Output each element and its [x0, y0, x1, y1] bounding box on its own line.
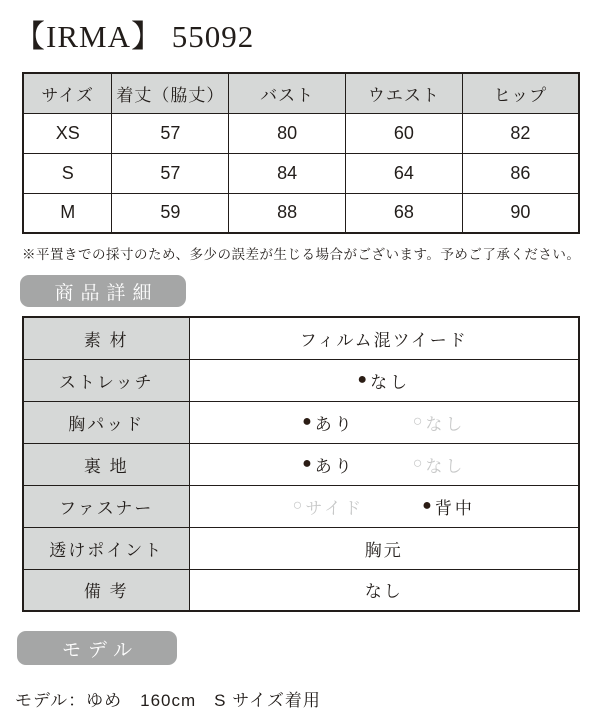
bust-cell: 84: [229, 153, 346, 193]
hip-cell: 90: [462, 193, 579, 233]
length-cell: 57: [112, 153, 229, 193]
detail-row-remarks: [23, 569, 579, 611]
radio-empty-icon: ○: [412, 413, 423, 431]
detail-label: 素 材: [23, 317, 189, 359]
detail-row-sheer-point: [23, 527, 579, 569]
size-cell: XS: [23, 113, 112, 153]
option-group: [190, 452, 579, 477]
option-label: 背中: [434, 498, 475, 518]
details-table: [22, 316, 580, 612]
waist-cell: 68: [345, 193, 462, 233]
detail-value: フィルム混ツイード: [189, 317, 579, 359]
size-row-m: [23, 193, 579, 233]
detail-row-chest-pad: [23, 401, 579, 443]
option-label: サイド: [305, 498, 365, 518]
option-label: なし: [425, 456, 466, 476]
page-title: 【IRMA】 55092: [14, 19, 255, 54]
size-cell: M: [23, 193, 112, 233]
option-group: [190, 410, 579, 435]
option-selected: [422, 494, 475, 519]
size-col-header: サイズ: [23, 73, 112, 113]
radio-empty-icon: ○: [412, 455, 423, 473]
model-info: モデル：ゆめ 160cm S サイズ着用: [15, 691, 321, 711]
radio-filled-icon: ●: [302, 455, 312, 473]
detail-value: 胸元: [189, 527, 579, 569]
detail-value: なし: [189, 569, 579, 611]
bust-col-header: バスト: [229, 73, 346, 113]
option-label: あり: [314, 414, 355, 434]
length-cell: 59: [112, 193, 229, 233]
option-label: あり: [314, 456, 355, 476]
waist-cell: 64: [345, 153, 462, 193]
detail-row-material: [23, 317, 579, 359]
detail-row-stretch: [23, 359, 579, 401]
size-row-xs: [23, 113, 579, 153]
option-selected: [302, 452, 355, 477]
bust-cell: 88: [229, 193, 346, 233]
radio-filled-icon: ●: [422, 497, 432, 515]
detail-row-lining: [23, 443, 579, 485]
radio-empty-icon: ○: [292, 497, 303, 515]
option-group: [190, 494, 579, 519]
section-badge-details: 商品詳細: [20, 275, 186, 307]
detail-label: 胸パッド: [23, 401, 189, 443]
length-col-header: 着丈（脇丈）: [112, 73, 229, 113]
option-unselected: [293, 494, 364, 519]
option-unselected: [413, 410, 466, 435]
waist-col-header: ウエスト: [345, 73, 462, 113]
detail-label: 裏 地: [23, 443, 189, 485]
hip-cell: 82: [462, 113, 579, 153]
stretch-value: [357, 368, 410, 393]
radio-filled-icon: ●: [302, 413, 312, 431]
detail-label: ファスナー: [23, 485, 189, 527]
measurement-note: ※平置きでの採寸のため、多少の誤差が生じる場合がございます。予めご了承ください。: [22, 247, 581, 263]
detail-label: 透けポイント: [23, 527, 189, 569]
section-badge-model: モデル: [17, 631, 177, 665]
detail-label: ストレッチ: [23, 359, 189, 401]
waist-cell: 60: [345, 113, 462, 153]
option-unselected: [413, 452, 466, 477]
length-cell: 57: [112, 113, 229, 153]
size-row-s: [23, 153, 579, 193]
size-cell: S: [23, 153, 112, 193]
bust-cell: 80: [229, 113, 346, 153]
detail-value: [189, 359, 579, 401]
hip-cell: 86: [462, 153, 579, 193]
option-selected: [302, 410, 355, 435]
detail-row-fastener: [23, 485, 579, 527]
detail-label: 備 考: [23, 569, 189, 611]
hip-col-header: ヒップ: [462, 73, 579, 113]
size-table: [22, 72, 580, 234]
option-label: なし: [370, 372, 411, 392]
radio-filled-icon: ●: [357, 371, 368, 389]
size-table-header-row: [23, 73, 579, 113]
option-label: なし: [425, 414, 466, 434]
